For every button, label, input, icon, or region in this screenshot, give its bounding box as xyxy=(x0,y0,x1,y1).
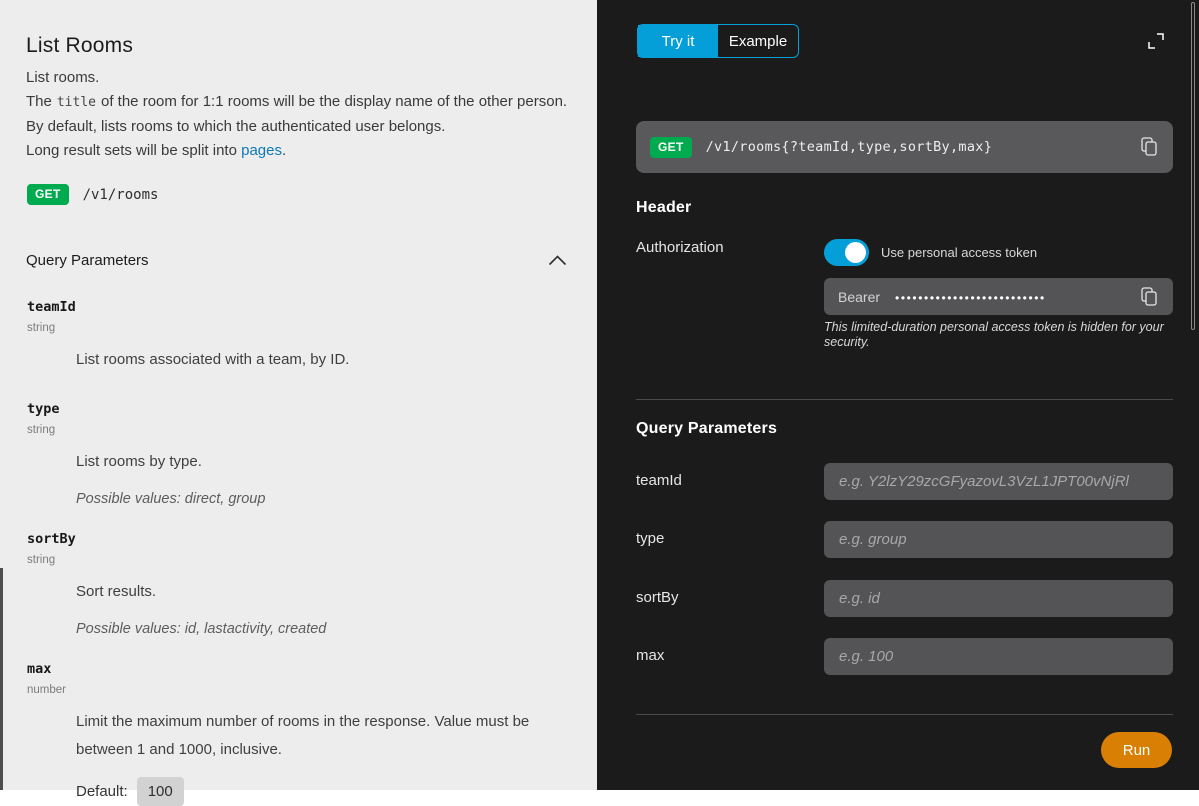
left-scrollbar-thumb[interactable] xyxy=(0,568,3,790)
bearer-label: Bearer xyxy=(838,288,881,305)
teamid-input[interactable] xyxy=(824,463,1173,500)
field-label-teamid: teamId xyxy=(636,472,682,489)
param-sortby xyxy=(27,531,575,637)
documentation-panel xyxy=(0,0,597,800)
description-line: Long result sets will be split into pages. xyxy=(26,142,287,159)
sortby-input[interactable] xyxy=(824,580,1173,617)
param-description: List rooms by type. xyxy=(76,453,202,470)
param-type: string xyxy=(27,554,56,566)
param-description: Sort results. xyxy=(76,583,157,600)
section-divider xyxy=(636,399,1173,400)
param-type: string xyxy=(27,322,56,334)
tab-try-it[interactable]: Try it xyxy=(638,25,718,57)
field-label-sortby: sortBy xyxy=(636,589,679,606)
page-title: List Rooms xyxy=(26,34,134,57)
query-parameters-section-header xyxy=(26,252,568,269)
request-url: /v1/rooms{?teamId,type,sortBy,max} xyxy=(705,139,993,155)
tab-example[interactable]: Example xyxy=(728,32,788,50)
param-description: Limit the maximum number of rooms in the response. Value must be between 1 and 1000, inclusive. xyxy=(76,713,530,758)
description-line: By default, lists rooms to which the authenticated user belongs. xyxy=(26,118,446,135)
tryit-example-tabs xyxy=(637,24,799,58)
copy-url-button[interactable] xyxy=(1139,136,1159,158)
copy-icon xyxy=(1141,287,1158,307)
method-badge-get: GET xyxy=(27,184,69,205)
endpoint-summary xyxy=(27,184,158,205)
copy-icon xyxy=(1141,137,1158,157)
description-line: List rooms. xyxy=(26,69,100,86)
param-name: sortBy xyxy=(27,531,76,547)
expand-icon xyxy=(1144,29,1168,53)
expand-panel-button[interactable] xyxy=(1143,28,1169,54)
param-default xyxy=(76,777,575,806)
header-section-heading: Header xyxy=(636,199,692,216)
use-token-toggle[interactable] xyxy=(824,239,869,266)
footer-divider xyxy=(636,714,1173,715)
param-name: max xyxy=(27,661,52,677)
personal-access-token-toggle-row xyxy=(824,239,1037,266)
chevron-up-icon xyxy=(548,255,567,266)
type-input[interactable] xyxy=(824,521,1173,558)
run-button[interactable]: Run xyxy=(1101,732,1172,768)
inline-code: title xyxy=(56,95,96,110)
query-parameters-heading: Query Parameters xyxy=(636,420,778,437)
param-description: List rooms associated with a team, by ID. xyxy=(76,351,350,368)
bearer-token-field[interactable] xyxy=(824,278,1173,315)
param-type: number xyxy=(27,684,66,696)
authorization-label: Authorization xyxy=(636,239,724,256)
field-label-type: type xyxy=(636,530,665,547)
request-url-bar xyxy=(636,121,1173,173)
field-label-max: max xyxy=(636,647,665,664)
masked-token-value: •••••••••••••••••••••••••• xyxy=(895,290,1046,305)
try-it-panel xyxy=(597,0,1199,790)
default-label: Default: xyxy=(76,783,128,800)
param-max xyxy=(27,661,575,806)
toggle-knob xyxy=(845,242,866,263)
param-teamid xyxy=(27,299,575,374)
param-type xyxy=(27,401,575,507)
default-value-badge: 100 xyxy=(137,777,184,806)
param-possible-values: Possible values: direct, group xyxy=(76,491,266,507)
copy-token-button[interactable] xyxy=(1139,286,1159,308)
right-scrollbar-thumb[interactable] xyxy=(1191,2,1195,330)
query-parameters-heading: Query Parameters xyxy=(26,252,149,269)
param-possible-values: Possible values: id, lastactivity, created xyxy=(76,621,327,637)
token-security-note: This limited-duration personal access token is hidden for your security. xyxy=(824,320,1164,349)
pages-link[interactable]: pages xyxy=(241,142,282,159)
param-type: string xyxy=(27,424,56,436)
toggle-label: Use personal access token xyxy=(881,245,1038,260)
param-name: type xyxy=(27,401,60,417)
endpoint-path: /v1/rooms xyxy=(82,186,159,203)
collapse-section-button[interactable] xyxy=(546,253,568,269)
endpoint-description xyxy=(26,66,578,163)
description-line: The title of the room for 1:1 rooms will be the display name of the other person. xyxy=(26,93,568,110)
method-badge-get: GET xyxy=(650,137,692,158)
max-input[interactable] xyxy=(824,638,1173,675)
param-name: teamId xyxy=(27,299,76,315)
